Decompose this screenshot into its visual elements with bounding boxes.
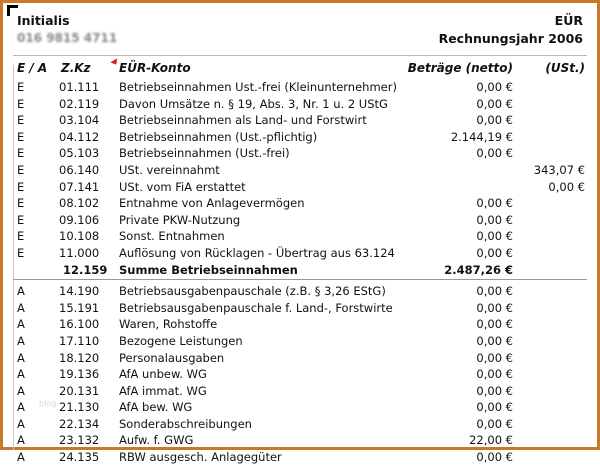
row-betrag: 0,00 € (476, 80, 513, 94)
row-kz: 14.190 (59, 284, 100, 299)
row-kz: 15.191 (59, 300, 100, 315)
row-ea: E (17, 196, 25, 211)
table-row (3, 283, 597, 300)
row-ea: A (17, 383, 25, 398)
column-header-ea: E / A (17, 61, 48, 75)
table-row (3, 383, 597, 400)
table-row (3, 228, 597, 245)
row-konto: AfA immat. WG (119, 383, 207, 398)
row-konto: Personalausgaben (119, 350, 225, 365)
row-betrag: 0,00 € (476, 367, 513, 382)
table-row (3, 96, 597, 113)
row-konto: Bezogene Leistungen (119, 333, 243, 348)
header-divider (13, 55, 587, 56)
row-kz: 23.132 (59, 433, 100, 448)
row-kz: 08.102 (59, 196, 100, 211)
row-betrag: 0,00 € (476, 196, 513, 211)
column-header-kz: Z.Kz (61, 61, 91, 75)
table-row (3, 316, 597, 333)
row-konto: Entnahme von Anlagevermögen (119, 196, 305, 211)
row-ea: E (17, 229, 25, 244)
table-row (3, 195, 597, 212)
row-ea: A (17, 300, 25, 315)
table-row (3, 129, 597, 146)
table-row (3, 300, 597, 317)
account-table (3, 79, 597, 466)
row-kz: 06.140 (59, 162, 100, 177)
table-row (3, 366, 597, 383)
table-row (3, 333, 597, 350)
row-betrag: 0,00 € (476, 416, 513, 431)
table-row (3, 179, 597, 196)
row-ea: A (17, 416, 25, 431)
row-betrag: 0,00 € (476, 333, 513, 348)
row-kz: 02.119 (59, 96, 100, 111)
column-header-row (3, 61, 597, 77)
row-kz: 18.120 (59, 350, 100, 365)
row-ea: E (17, 113, 25, 128)
row-kz: 16.100 (59, 317, 100, 332)
row-ea: A (17, 350, 25, 365)
row-kz: 11.000 (59, 245, 100, 260)
row-konto: USt. vom FiA erstattet (119, 179, 246, 194)
table-row (3, 79, 597, 96)
table-row (3, 432, 597, 449)
row-ea: A (17, 284, 25, 299)
row-ea: E (17, 245, 25, 260)
row-konto: Davon Umsätze n. § 19, Abs. 3, Nr. 1 u. 2 UStG (119, 96, 388, 111)
row-konto: Betriebseinnahmen als Land- und Forstwirt (119, 113, 367, 128)
sum-betrag: 2.487,26 € (444, 262, 513, 277)
row-ea: E (17, 162, 25, 177)
row-konto: Betriebsausgabenpauschale f. Land-, Forstwirte (119, 300, 393, 315)
row-konto: Betriebseinnahmen Ust.-frei (Kleinunternehmer) (119, 80, 397, 94)
section-divider (13, 279, 587, 282)
table-row (3, 245, 597, 262)
column-header-konto: EÜR-Konto (119, 61, 191, 75)
sum-kz: 12.159 (63, 262, 108, 277)
row-ea: E (17, 80, 25, 94)
row-kz: 04.112 (59, 129, 100, 144)
expense-section (3, 283, 597, 466)
fiscal-year-label: Rechnungsjahr 2006 (438, 31, 583, 46)
row-konto: Auflösung von Rücklagen - Übertrag aus 63.124 (119, 245, 395, 260)
column-header-betrag: Beträge (netto) (407, 61, 513, 75)
business-name: Initialis (17, 13, 70, 28)
row-ea: E (17, 129, 25, 144)
row-betrag: 0,00 € (476, 383, 513, 398)
income-sum-row (3, 262, 597, 279)
row-konto: Private PKW-Nutzung (119, 212, 241, 227)
row-ea: E (17, 179, 25, 194)
row-kz: 24.135 (59, 450, 100, 465)
sum-label: Summe Betriebseinnahmen (119, 262, 298, 277)
tax-id: 016 9815 4711 (17, 31, 118, 45)
document-type: EÜR (554, 13, 583, 28)
row-betrag: 0,00 € (476, 400, 513, 415)
row-betrag: 0,00 € (476, 317, 513, 332)
row-konto: Betriebseinnahmen (Ust.-pflichtig) (119, 129, 318, 144)
row-ea: A (17, 450, 25, 465)
table-row (3, 145, 597, 162)
table-row (3, 162, 597, 179)
row-kz: 20.131 (59, 383, 100, 398)
row-konto: Aufw. f. GWG (119, 433, 194, 448)
row-kz: 10.108 (59, 229, 100, 244)
row-konto: Sonst. Entnahmen (119, 229, 225, 244)
row-kz: 22.134 (59, 416, 100, 431)
row-betrag: 0,00 € (476, 113, 513, 128)
row-konto: Betriebsausgabenpauschale (z.B. § 3,26 EStG) (119, 284, 386, 299)
table-row (3, 212, 597, 229)
row-konto: RBW ausgesch. Anlagegüter (119, 450, 282, 465)
row-ea: A (17, 317, 25, 332)
row-kz: 09.106 (59, 212, 100, 227)
table-row (3, 112, 597, 129)
row-konto: Waren, Rohstoffe (119, 317, 218, 332)
row-kz: 03.104 (59, 113, 100, 128)
row-betrag: 0,00 € (476, 300, 513, 315)
row-ust: 0,00 € (548, 179, 585, 194)
row-konto: AfA unbew. WG (119, 367, 207, 382)
row-kz: 21.130 (59, 400, 100, 415)
table-row (3, 416, 597, 433)
row-betrag: 0,00 € (476, 245, 513, 260)
table-row (3, 399, 597, 416)
row-betrag: 0,00 € (476, 96, 513, 111)
row-ea: A (17, 333, 25, 348)
row-betrag: 0,00 € (476, 146, 513, 161)
watermark-text: blog (39, 399, 57, 408)
row-konto: AfA bew. WG (119, 400, 193, 415)
row-betrag: 0,00 € (476, 450, 513, 465)
row-kz: 01.111 (59, 80, 100, 94)
table-row (3, 449, 597, 466)
column-header-ust: (USt.) (545, 61, 585, 75)
table-row (3, 350, 597, 367)
row-ea: E (17, 146, 25, 161)
document-header (3, 3, 597, 53)
row-betrag: 22,00 € (469, 433, 513, 448)
row-kz: 07.141 (59, 179, 100, 194)
row-betrag: 0,00 € (476, 229, 513, 244)
row-konto: Sonderabschreibungen (119, 416, 252, 431)
row-betrag: 2.144,19 € (450, 129, 513, 144)
row-betrag: 0,00 € (476, 350, 513, 365)
row-ea: A (17, 433, 25, 448)
row-ust: 343,07 € (533, 162, 585, 177)
row-kz: 05.103 (59, 146, 100, 161)
row-betrag: 0,00 € (476, 212, 513, 227)
row-ea: E (17, 212, 25, 227)
row-kz: 17.110 (59, 333, 100, 348)
row-kz: 19.136 (59, 367, 100, 382)
row-ea: A (17, 367, 25, 382)
income-section (3, 79, 597, 262)
row-ea: A (17, 400, 25, 415)
row-konto: Betriebseinnahmen (Ust.-frei) (119, 146, 290, 161)
row-konto: USt. vereinnahmt (119, 162, 220, 177)
row-betrag: 0,00 € (476, 284, 513, 299)
row-ea: E (17, 96, 25, 111)
